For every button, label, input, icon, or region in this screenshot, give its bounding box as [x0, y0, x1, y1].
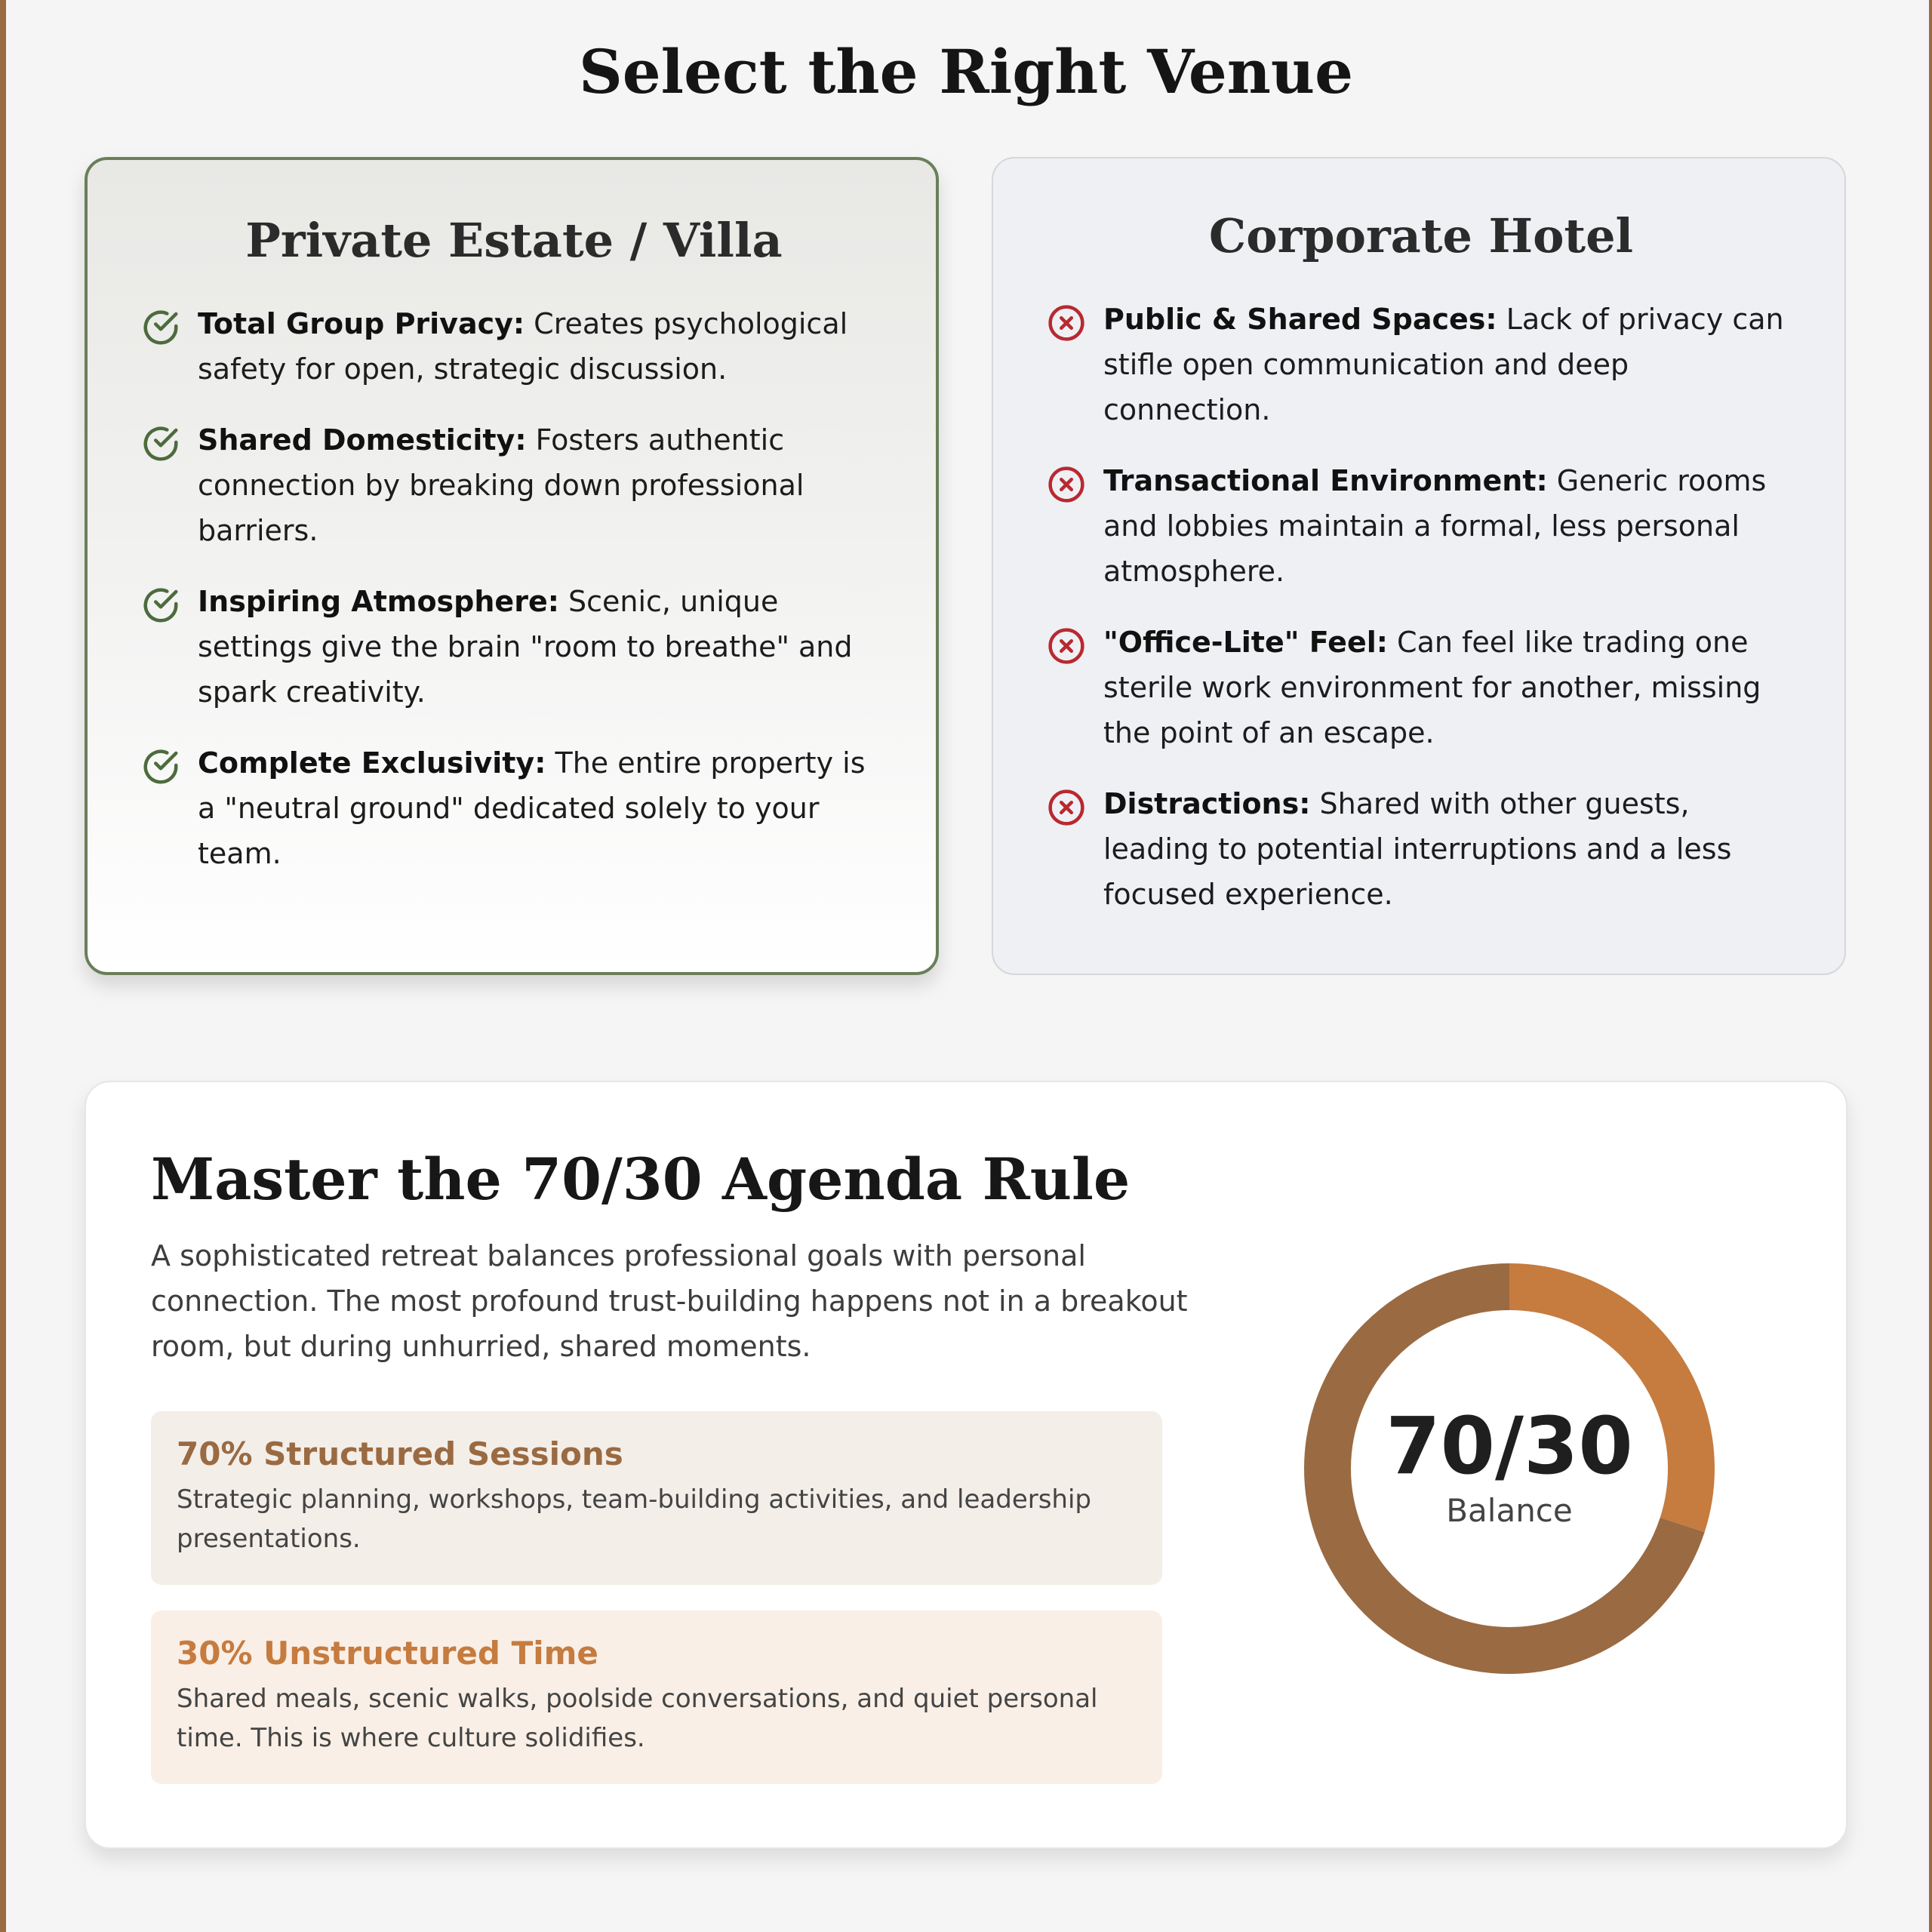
unstructured-time-box — [151, 1611, 1162, 1784]
structured-sessions-text: Strategic planning, workshops, team-building activities, and leadership presentations. — [177, 1484, 1092, 1554]
villa-feature-description: Fosters authentic connection by breaking down professional barriers. — [198, 423, 804, 547]
hotel-feature-item — [1046, 620, 1796, 755]
agenda-title: Master the 70/30 Agenda Rule — [151, 1146, 1131, 1213]
agenda-description: A sophisticated retreat balances professional goals with personal connection. The most profound trust-building happens not in a breakout room, but during unhurried, shared moments. — [151, 1239, 1188, 1363]
villa-feature-label: Inspiring Atmosphere: — [198, 585, 559, 618]
x-circle-icon — [1046, 303, 1087, 343]
villa-feature-text — [198, 740, 888, 876]
check-circle-icon — [140, 423, 181, 464]
agenda-card — [85, 1081, 1847, 1849]
hotel-feature-label: "Office-Lite" Feel: — [1103, 626, 1388, 659]
villa-feature-text — [198, 417, 888, 553]
villa-feature-item — [140, 579, 888, 715]
villa-feature-text — [198, 301, 888, 392]
check-circle-icon — [140, 307, 181, 348]
villa-feature-item — [140, 417, 888, 553]
hotel-card — [992, 157, 1846, 975]
villa-card — [85, 157, 939, 975]
balance-donut-chart — [1303, 1262, 1716, 1675]
villa-feature-label: Shared Domesticity: — [198, 423, 527, 457]
structured-sessions-title: 70% Structured Sessions — [177, 1435, 623, 1472]
hotel-feature-item — [1046, 458, 1796, 594]
x-circle-icon — [1046, 464, 1087, 505]
hotel-card-title: Corporate Hotel — [1208, 208, 1634, 263]
x-circle-icon — [1046, 787, 1087, 828]
hotel-feature-label: Public & Shared Spaces: — [1103, 303, 1497, 336]
page-title: Select the Right Venue — [579, 36, 1353, 107]
hotel-feature-label: Transactional Environment: — [1103, 464, 1548, 497]
right-accent-bar — [1929, 0, 1932, 1932]
villa-feature-description: Creates psychological safety for open, strategic discussion. — [198, 307, 848, 386]
donut-center-label: Balance — [1446, 1491, 1573, 1529]
check-circle-icon — [140, 585, 181, 626]
villa-feature-label: Total Group Privacy: — [198, 307, 525, 340]
villa-feature-description: Scenic, unique settings give the brain "room to breathe" and spark creativity. — [198, 585, 853, 709]
unstructured-time-title: 30% Unstructured Time — [177, 1635, 598, 1672]
villa-feature-item — [140, 740, 888, 876]
structured-sessions-box — [151, 1411, 1162, 1585]
hotel-feature-item — [1046, 297, 1796, 432]
hotel-feature-text — [1103, 297, 1796, 432]
hotel-feature-text — [1103, 781, 1796, 917]
villa-feature-description: The entire property is a "neutral ground" dedicated solely to your team. — [198, 746, 866, 870]
left-accent-bar — [0, 0, 6, 1932]
donut-center — [1303, 1262, 1716, 1675]
x-circle-icon — [1046, 626, 1087, 666]
villa-feature-item — [140, 301, 888, 392]
unstructured-time-text: Shared meals, scenic walks, poolside conversations, and quiet personal time. This is where culture solidifies. — [177, 1684, 1098, 1753]
villa-card-title: Private Estate / Villa — [245, 213, 783, 268]
donut-center-value: 70/30 — [1386, 1399, 1633, 1492]
hotel-feature-label: Distractions: — [1103, 787, 1311, 820]
villa-feature-label: Complete Exclusivity: — [198, 746, 546, 780]
hotel-feature-description: Shared with other guests, leading to potential interruptions and a less focused experience. — [1103, 787, 1732, 911]
hotel-feature-text — [1103, 458, 1796, 594]
hotel-feature-description: Generic rooms and lobbies maintain a formal, less personal atmosphere. — [1103, 464, 1767, 588]
hotel-feature-description: Lack of privacy can stifle open communication and deep connection. — [1103, 303, 1784, 426]
hotel-feature-description: Can feel like trading one sterile work environment for another, missing the point of an escape. — [1103, 626, 1761, 749]
villa-feature-text — [198, 579, 888, 715]
hotel-feature-item — [1046, 781, 1796, 917]
hotel-feature-text — [1103, 620, 1796, 755]
check-circle-icon — [140, 746, 181, 787]
